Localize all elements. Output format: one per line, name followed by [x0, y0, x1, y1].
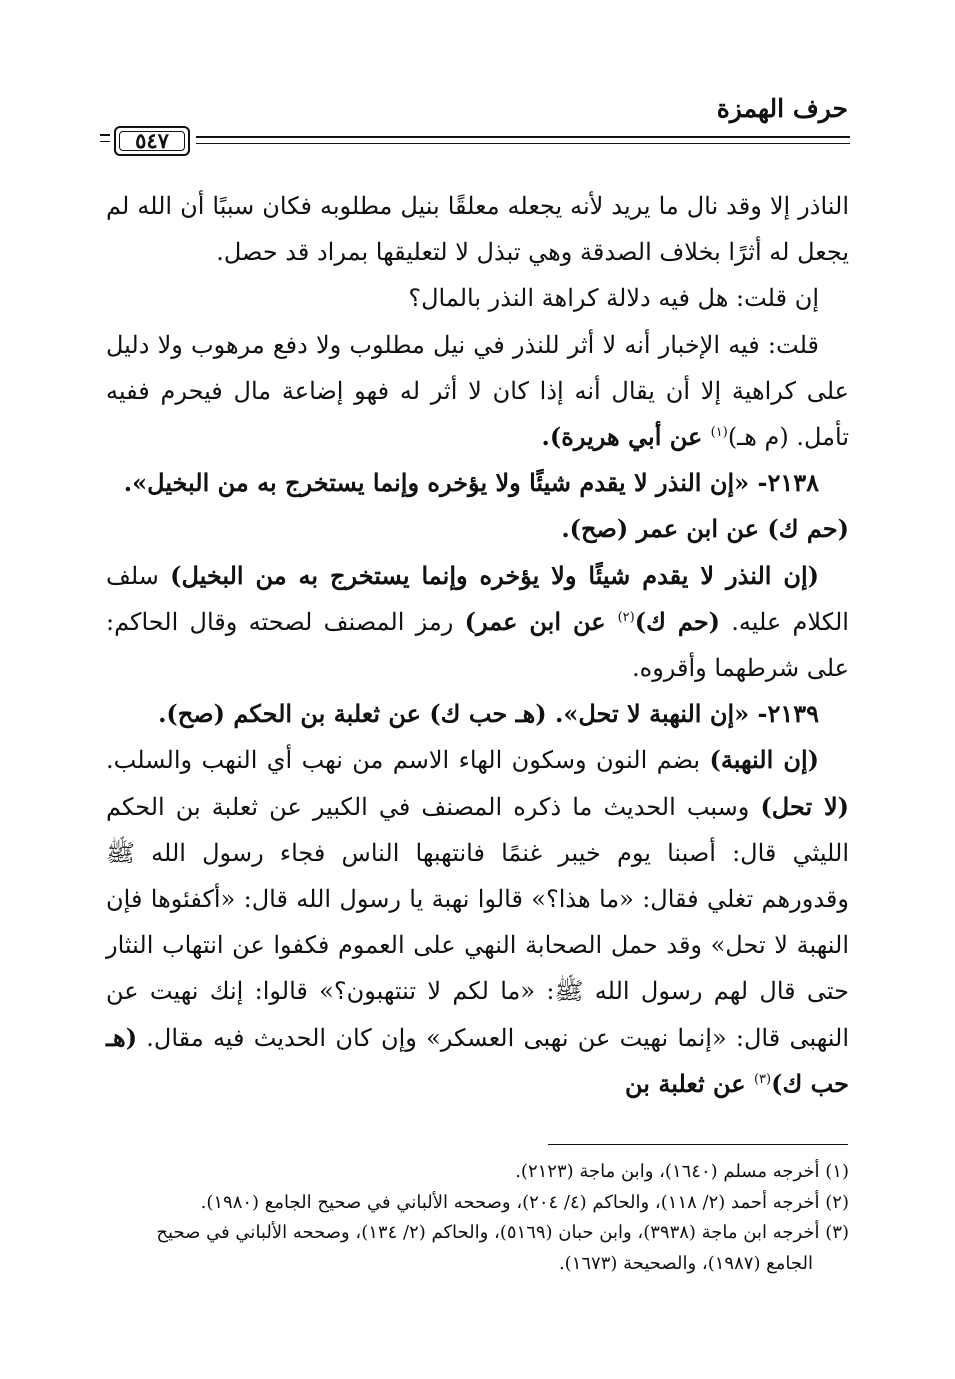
p5-text-2: وسبب الحديث ما ذكره المصنف في الكبير عن ثعلبة بن الحكم الليثي قال: أصبنا يوم خيبر غنمًا فانتهبها الناس فجاء رسول الله ﷺ وقدورهم تغلي فقال: «ما هذا؟» قالوا نهبة يا رسول الله قال: «أكفئوها فإن النهبة لا تحل» وقد حمل الصحابة النهي على العموم فكفوا عن انتهاب النثار حتى قال لهم رسول الله ﷺ: «ما لكم لا تنتهبون؟» قالوا: إنك نهيت عن النهبى قال: «إنما نهيت عن نهبى العسكر» وإن كان الحديث فيه مقال.: [106, 792, 849, 1052]
footnote-separator: [548, 1144, 848, 1145]
main-text: [106, 183, 849, 1107]
paragraph-4: [106, 553, 849, 692]
hadith-2138-source: (حم ك) عن ابن عمر (صح).: [561, 514, 849, 544]
p4-source: (حم ك): [634, 606, 721, 636]
header-double-rule: [196, 136, 850, 144]
hadith-2138-text: ٢١٣٨- «إن النذر لا يقدم شيئًا ولا يؤخره وإنما يستخرج به من البخيل».: [123, 468, 819, 498]
p3-text: قلت: فيه الإخبار أنه لا أثر للنذر في نيل مطلوب ولا دفع مرهوب ولا دليل على كراهية إلا أن يقال أنه إذا كان لا أثر له فهو إضاعة مال فيحرم ففيه تأمل. (م هـ): [106, 330, 849, 452]
p5-source: (هـ حب ك): [106, 1022, 849, 1098]
header-rule: [100, 126, 850, 156]
p4-quote: (إن النذر لا يقدم شيئًا ولا يؤخره وإنما يستخرج به من البخيل): [170, 560, 819, 590]
footnotes: [106, 1157, 849, 1279]
p5-quote-2: (لا تحل): [760, 791, 849, 821]
paragraph-5: [106, 737, 849, 1107]
running-title: حرف الهمزة: [716, 94, 848, 123]
footnote-ref-3[interactable]: (٣): [753, 1071, 772, 1087]
paragraph-2: إن قلت: هل فيه دلالة كراهة النذر بالمال؟: [408, 284, 819, 313]
footnote-3: (٣) أخرجه ابن ماجة (٣٩٣٨)، وابن حبان (٥١٦٩)، والحاكم (٢/ ١٣٤)، وصححه الألباني في صحيح الجامع (١٩٨٧)، والصحيحة (١٦٧٣).: [156, 1222, 849, 1274]
footnote-ref-2[interactable]: (٢): [617, 609, 635, 625]
paragraph-3: [106, 322, 849, 461]
p3-source: عن أبي هريرة).: [541, 422, 711, 452]
footnote-ref-1[interactable]: (١): [710, 425, 728, 441]
p4-text-1: سلف الكلام عليه.: [106, 561, 849, 636]
page-number: ٥٤٧: [114, 126, 190, 156]
header-rule-tick: [100, 134, 110, 142]
p4-narrator: عن ابن عمر): [464, 606, 618, 636]
paragraph-1: الناذر إلا وقد نال ما يريد لأنه يجعله معلقًا بنيل مطلوبه فكان سببًا أن الله لم يجعل له أثرًا بخلاف الصدقة وهي تبذل لا لتعليقها بمراد قد حصل.: [106, 192, 849, 267]
p5-text-1: بضم النون وسكون الهاء الاسم من نهب أي النهب والسلب.: [106, 746, 710, 775]
footnote-2: (٢) أخرجه أحمد (٢/ ١١٨)، والحاكم (٤/ ٢٠٤)، وصححه الألباني في صحيح الجامع (١٩٨٠).: [200, 1191, 849, 1213]
hadith-2139: ٢١٣٩- «إن النهبة لا تحل». (هـ حب ك) عن ثعلبة بن الحكم (صح).: [158, 699, 819, 729]
p5-quote-1: (إن النهبة): [709, 745, 819, 775]
p4-text-2: رمز المصنف لصحته وقال الحاكم: على شرطهما وأقروه.: [106, 607, 849, 683]
p5-narrator: عن ثعلبة بن: [625, 1068, 754, 1098]
footnote-1: (١) أخرجه مسلم (١٦٤٠)، وابن ماجة (٢١٢٣).: [515, 1161, 849, 1182]
